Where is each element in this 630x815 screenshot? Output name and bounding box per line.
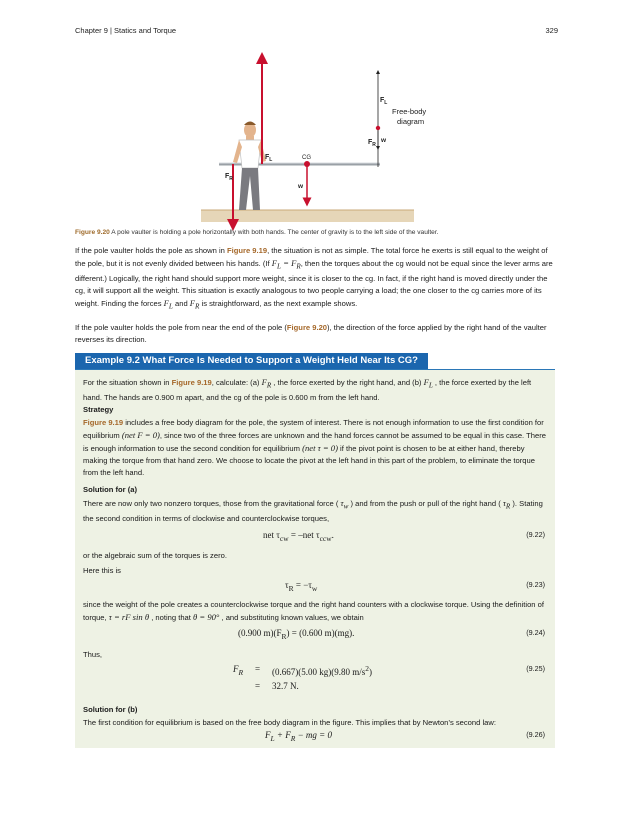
- thus: Thus,: [83, 650, 102, 659]
- paragraph-2: If the pole vaulter holds the pole from near the end of the pole (Figure 9.20), the direction of the force applied by the right hand of the vaulter reverses its direction.: [75, 323, 547, 344]
- label-fr: $F_R$: [225, 173, 233, 182]
- fbd-label-fr: $F_R$: [368, 139, 376, 148]
- solution-a-text: There are now only two nonzero torques, those from the gravitational force ( $\tau_w$ ) and from the push or pull of the right hand ( $\tau_R$ ). Stating the second condition in terms of clockwise and counterclockwise torques,: [83, 498, 543, 523]
- figure-9-20: [195, 52, 427, 222]
- example-body: For the situation shown in Figure 9.19, calculate: (a) $F_R$ , the force exerted by the right hand, and (b) $F_L$ , the force exerted by the left hand. The hands are 0.900 m apart, and the cg of the pole is 0.600 m from the left hand. Strategy Figure 9.19 includes a free body diagram for the pole, the system of interest. There is not enough information to use the first condition for equilibrium (net F = 0), since two of the three forces are unknown and the hand forces cannot be assumed to be equal in this case. There is enough information to use the second condition for equilibrium (net τ = 0) if the pivot point is chosen to be at either hand, thereby making the torque from that hand zero. We choose to locate the pivot at the left hand in this part of the problem, to eliminate the torque from the left hand. Solution for (a) There are now only two nonzero torques, those from the gravitational force ( $\tau_w$ ) and from the push or pull of the right hand ( $\tau_R$ ). Stating the second condition in terms of clockwise and counterclockwise torques, net $\tau_{cw} = -net$ $\tau_{ccw}$. (9.22) or the algebraic sum of the torques is zero. Here this is $\tau_R = -\tau_w$ (9.23) since the weight of the pole creates a counterclockwise torque and the right hand counters with a clockwise torque. Using the definition of torque, τ = rF sin θ , noting that θ = 90° , and substituting known values, we obtain (0.900 $m)(F_R) = (0.600$ m)(mg). (9.24) Thus, $F_R$ = (0.667)(5.00 kg)(9.80 $m/s^2$) = 32.7 N. (9.25) Solution for (b) The first condition for equilibrium is based on the free body diagram in the figure. This implies that by Newton’s second law: $F_L + F_R$ − mg = 0 (9.26): [75, 370, 555, 748]
- solution-b-text: The first condition for equilibrium is based on the free body diagram in the figure. This implies that by Newton’s second law:: [83, 718, 496, 727]
- strategy-text: Figure 9.19 includes a free body diagram for the pole, the system of interest. There is not enough information to use the first condition for equilibrium (net F = 0), since two of the three forces are unknown and the hand forces cannot be assumed to be equal in this case. There is enough information to use the second condition for equilibrium (net τ = 0) if the pivot point is chosen to be at either hand, thereby making the torque from that hand zero. We choose to locate the pivot at the left hand in this part of the problem, to eliminate the torque from the left hand.: [83, 418, 546, 477]
- label-cg: CG: [302, 155, 311, 161]
- chapter-header: Chapter 9 | Statics and Torque: [75, 26, 177, 35]
- fbd-title: Free-body: [392, 107, 427, 116]
- after-9-23: since the weight of the pole creates a counterclockwise torque and the right hand counters with a clockwise torque. Using the definition of torque, τ = rF sin θ , noting that θ = 90° , and substituting known values, we obtain: [83, 600, 544, 622]
- page-number: 329: [545, 26, 558, 35]
- label-w: w: [298, 183, 304, 190]
- figure-caption: Figure 9.20 A pole vaulter is holding a pole horizontally with both hands. The center of gravity is to the left side of the vaulter.: [75, 229, 439, 236]
- paragraph-1: If the pole vaulter holds the pole as shown in Figure 9.19, the situation is not as simple. The total force he exerts is still equal to the weight of the pole, but it is not evenly divided between his hands. (If $F_L = F_R$, then the torques about the cg would not be equal since the lever arms are different.) Logically, the right hand should support more weight, since it is closer to the cg. In fact, if the right hand is moved directly under the cg, it will support all the weight. This situation is exactly analogous to two people carrying a load; the one closer to the cg carries more of its weight. Finding the forces $F_L$ and $F_R$ is straightforward, as the next example shows.: [75, 246, 553, 311]
- fbd-dot: [376, 126, 380, 130]
- fbd-label-w: w: [381, 137, 387, 144]
- cg-dot: [304, 161, 310, 167]
- example-title: Example 9.2 What Force Is Needed to Support a Weight Held Near Its CG?: [75, 353, 428, 369]
- fbd-label-fl: $F_L$: [380, 97, 388, 106]
- fbd-title-2: diagram: [397, 117, 425, 126]
- solution-a-heading: Solution for (a): [83, 485, 137, 494]
- link-figure-9-19-c[interactable]: Figure 9.19: [83, 418, 124, 427]
- link-figure-9-20[interactable]: Figure 9.20: [286, 323, 328, 332]
- strategy-heading: Strategy: [83, 405, 114, 414]
- example-header: [75, 353, 555, 370]
- solution-b-heading: Solution for (b): [83, 705, 138, 714]
- after-9-22: or the algebraic sum of the torques is zero.: [83, 551, 227, 560]
- example-intro: For the situation shown in Figure 9.19, calculate: (a) $F_R$ , the force exerted by the right hand, and (b) $F_L$ , the force exerted by the left hand. The hands are 0.900 m apart, and the cg of the pole is 0.600 m from the left hand.: [83, 377, 532, 402]
- link-figure-9-19-b[interactable]: Figure 9.19: [171, 378, 212, 387]
- here-this-is: Here this is: [83, 566, 121, 575]
- label-fl: $F_L$: [265, 154, 273, 163]
- link-figure-9-19[interactable]: Figure 9.19: [226, 246, 268, 255]
